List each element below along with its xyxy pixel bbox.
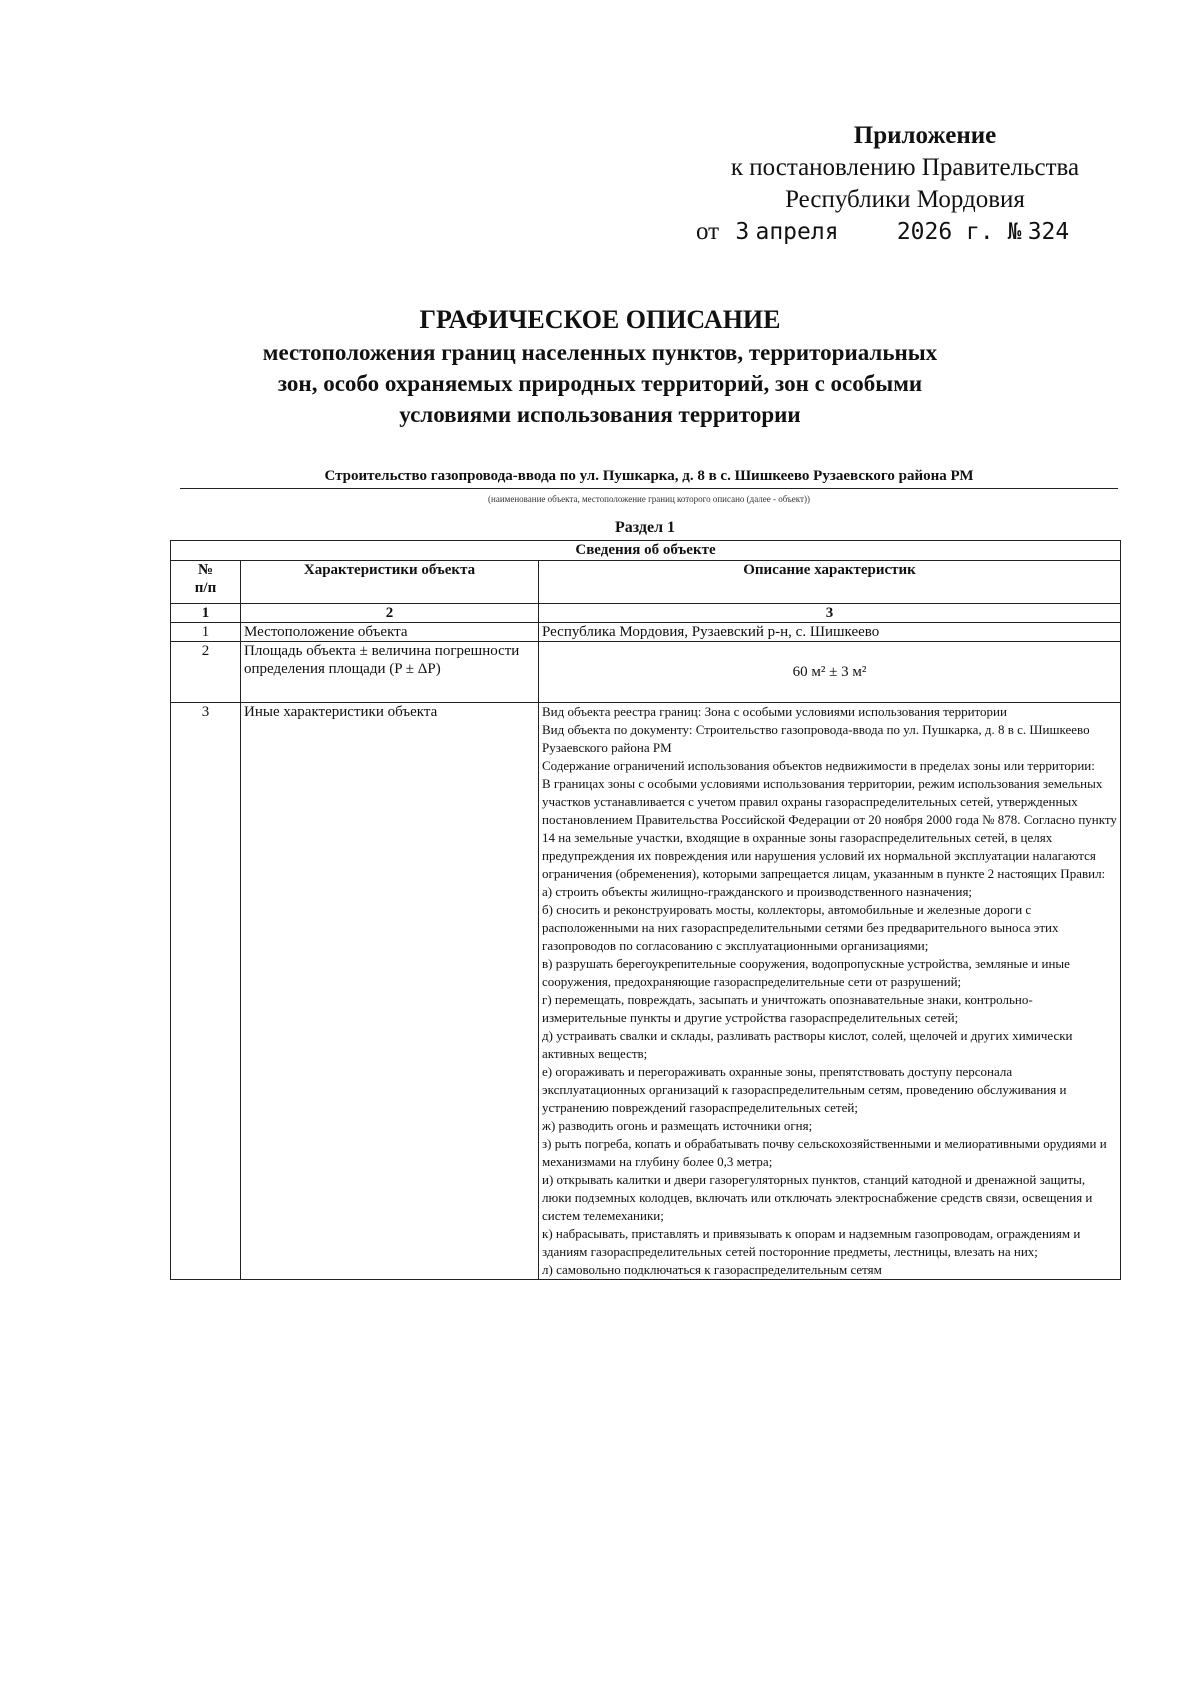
object-caption: (наименование объекта, местоположение границ которого описано (далее - объект)) bbox=[488, 494, 810, 504]
appendix-line-1: к постановлению Правительства bbox=[730, 154, 1080, 181]
row-value: Вид объекта реестра границ: Зона с особыми условиями использования территории Вид объекта по документу: Строительство газопровода-ввода по ул. Пушкарка, д. 8 в с. Шишкеево Рузаевского района РМ Содержание ограничений использования объектов недвижимости в пределах зоны или территории: В границах зоны с особыми условиями использования территории, режим использования земельных участков устанавливается с учетом правил охраны газораспределительных сетей, утвержденных постановлением Правительства Российской Федерации от 20 ноября 2000 года № 878. Согласно пункту 14 на земельные участки, входящие в охранные зоны газораспределительных сетей, в целях предупреждения их повреждения или нарушения условий их нормальной эксплуатации налагаются ограничения (обременения), которыми запрещается лицам, указанным в пункте 2 настоящих Правил: а) строить объекты жилищно-гражданского и производственного назначения; б) сносить и реконструировать мосты, коллекторы, автомобильные и железные дороги с расположенными на них газораспределительными сетями без предварительного выноса этих газопроводов по согласованию с эксплуатационными организациями; в) разрушать берегоукрепительные сооружения, водопропускные устройства, земляные и иные сооружения, предохраняющие газораспределительные сети от разрушений; г) перемещать, повреждать, засыпать и уничтожать опознавательные знаки, контрольно-измерительные пункты и другие устройства газораспределительных сетей; д) устраивать свалки и склады, разливать растворы кислот, солей, щелочей и других химически активных веществ; е) огораживать и перегораживать охранные зоны, препятствовать доступу персонала эксплуатационных организаций к газораспределительным сетям, проведению обслуживания и устранению повреждений газораспределительных сетей; ж) разводить огонь и размещать источники огня; з) рыть погреба, копать и обрабатывать почву сельскохозяйственными и мелиоративными орудиями и механизмами на глубину более 0,3 метра; и) открывать калитки и двери газорегуляторных пунктов, станций катодной и дренажной защиты, люки подземных колодцев, включать или отключать электроснабжение средств связи, освещения и систем телемеханики; к) набрасывать, приставлять и привязывать к опорам и надземным газопроводам, ограждениям и зданиям газораспределительных сетей посторонние предметы, лестницы, влезать на них; л) самовольно подключаться к газораспределительным сетям bbox=[539, 703, 1121, 1280]
document-subtitle-line-3: условиями использования территории bbox=[399, 402, 801, 427]
from-label: от bbox=[696, 218, 720, 245]
resolution-day: 3 bbox=[735, 219, 750, 245]
table-row bbox=[171, 703, 1121, 1280]
row-number: 1 bbox=[171, 623, 241, 642]
document-title: ГРАФИЧЕСКОЕ ОПИСАНИЕ bbox=[419, 305, 781, 334]
column-index-row bbox=[171, 604, 1121, 623]
appendix-title: Приложение bbox=[853, 122, 997, 149]
row-number: 2 bbox=[171, 642, 241, 703]
section-title: Раздел 1 bbox=[614, 519, 676, 536]
document-subtitle-line-1: местоположения границ населенных пунктов, территориальных bbox=[262, 340, 938, 365]
row-characteristic: Иные характеристики объекта bbox=[241, 703, 539, 1280]
object-name: Строительство газопровода-ввода по ул. Пушкарка, д. 8 в с. Шишкеево Рузаевского района РМ bbox=[180, 466, 1118, 489]
object-info-table bbox=[170, 540, 1121, 1280]
header-characteristics: Характеристики объекта bbox=[241, 561, 539, 604]
column-index-1: 1 bbox=[171, 604, 241, 623]
document-subtitle-line-2: зон, особо охраняемых природных территорий, зон с особыми bbox=[277, 371, 923, 396]
column-index-3: 3 bbox=[539, 604, 1121, 623]
row-characteristic: Местоположение объекта bbox=[241, 623, 539, 642]
document-title-block bbox=[150, 303, 1050, 430]
column-index-2: 2 bbox=[241, 604, 539, 623]
table-caption: Сведения об объекте bbox=[171, 541, 1121, 561]
row-value: 60 м² ± 3 м² bbox=[539, 642, 1121, 703]
appendix-block bbox=[690, 120, 1120, 248]
header-number: № п/п bbox=[171, 561, 241, 604]
resolution-number: 324 bbox=[1027, 219, 1070, 245]
header-description: Описание характеристик bbox=[539, 561, 1121, 604]
table-caption-row bbox=[171, 541, 1121, 561]
table-header-row bbox=[171, 561, 1121, 604]
row-number: 3 bbox=[171, 703, 241, 1280]
resolution-month: апреля bbox=[755, 219, 839, 245]
table-row bbox=[171, 642, 1121, 703]
resolution-year: 2026 г. № bbox=[896, 219, 1022, 245]
table-row bbox=[171, 623, 1121, 642]
appendix-line-2: Республики Мордовия bbox=[785, 186, 1025, 213]
row-characteristic: Площадь объекта ± величина погрешности определения площади (P ± ΔP) bbox=[241, 642, 539, 703]
row-value: Республика Мордовия, Рузаевский р-н, с. Шишкеево bbox=[539, 623, 1121, 642]
appendix-date-line bbox=[690, 216, 1120, 248]
